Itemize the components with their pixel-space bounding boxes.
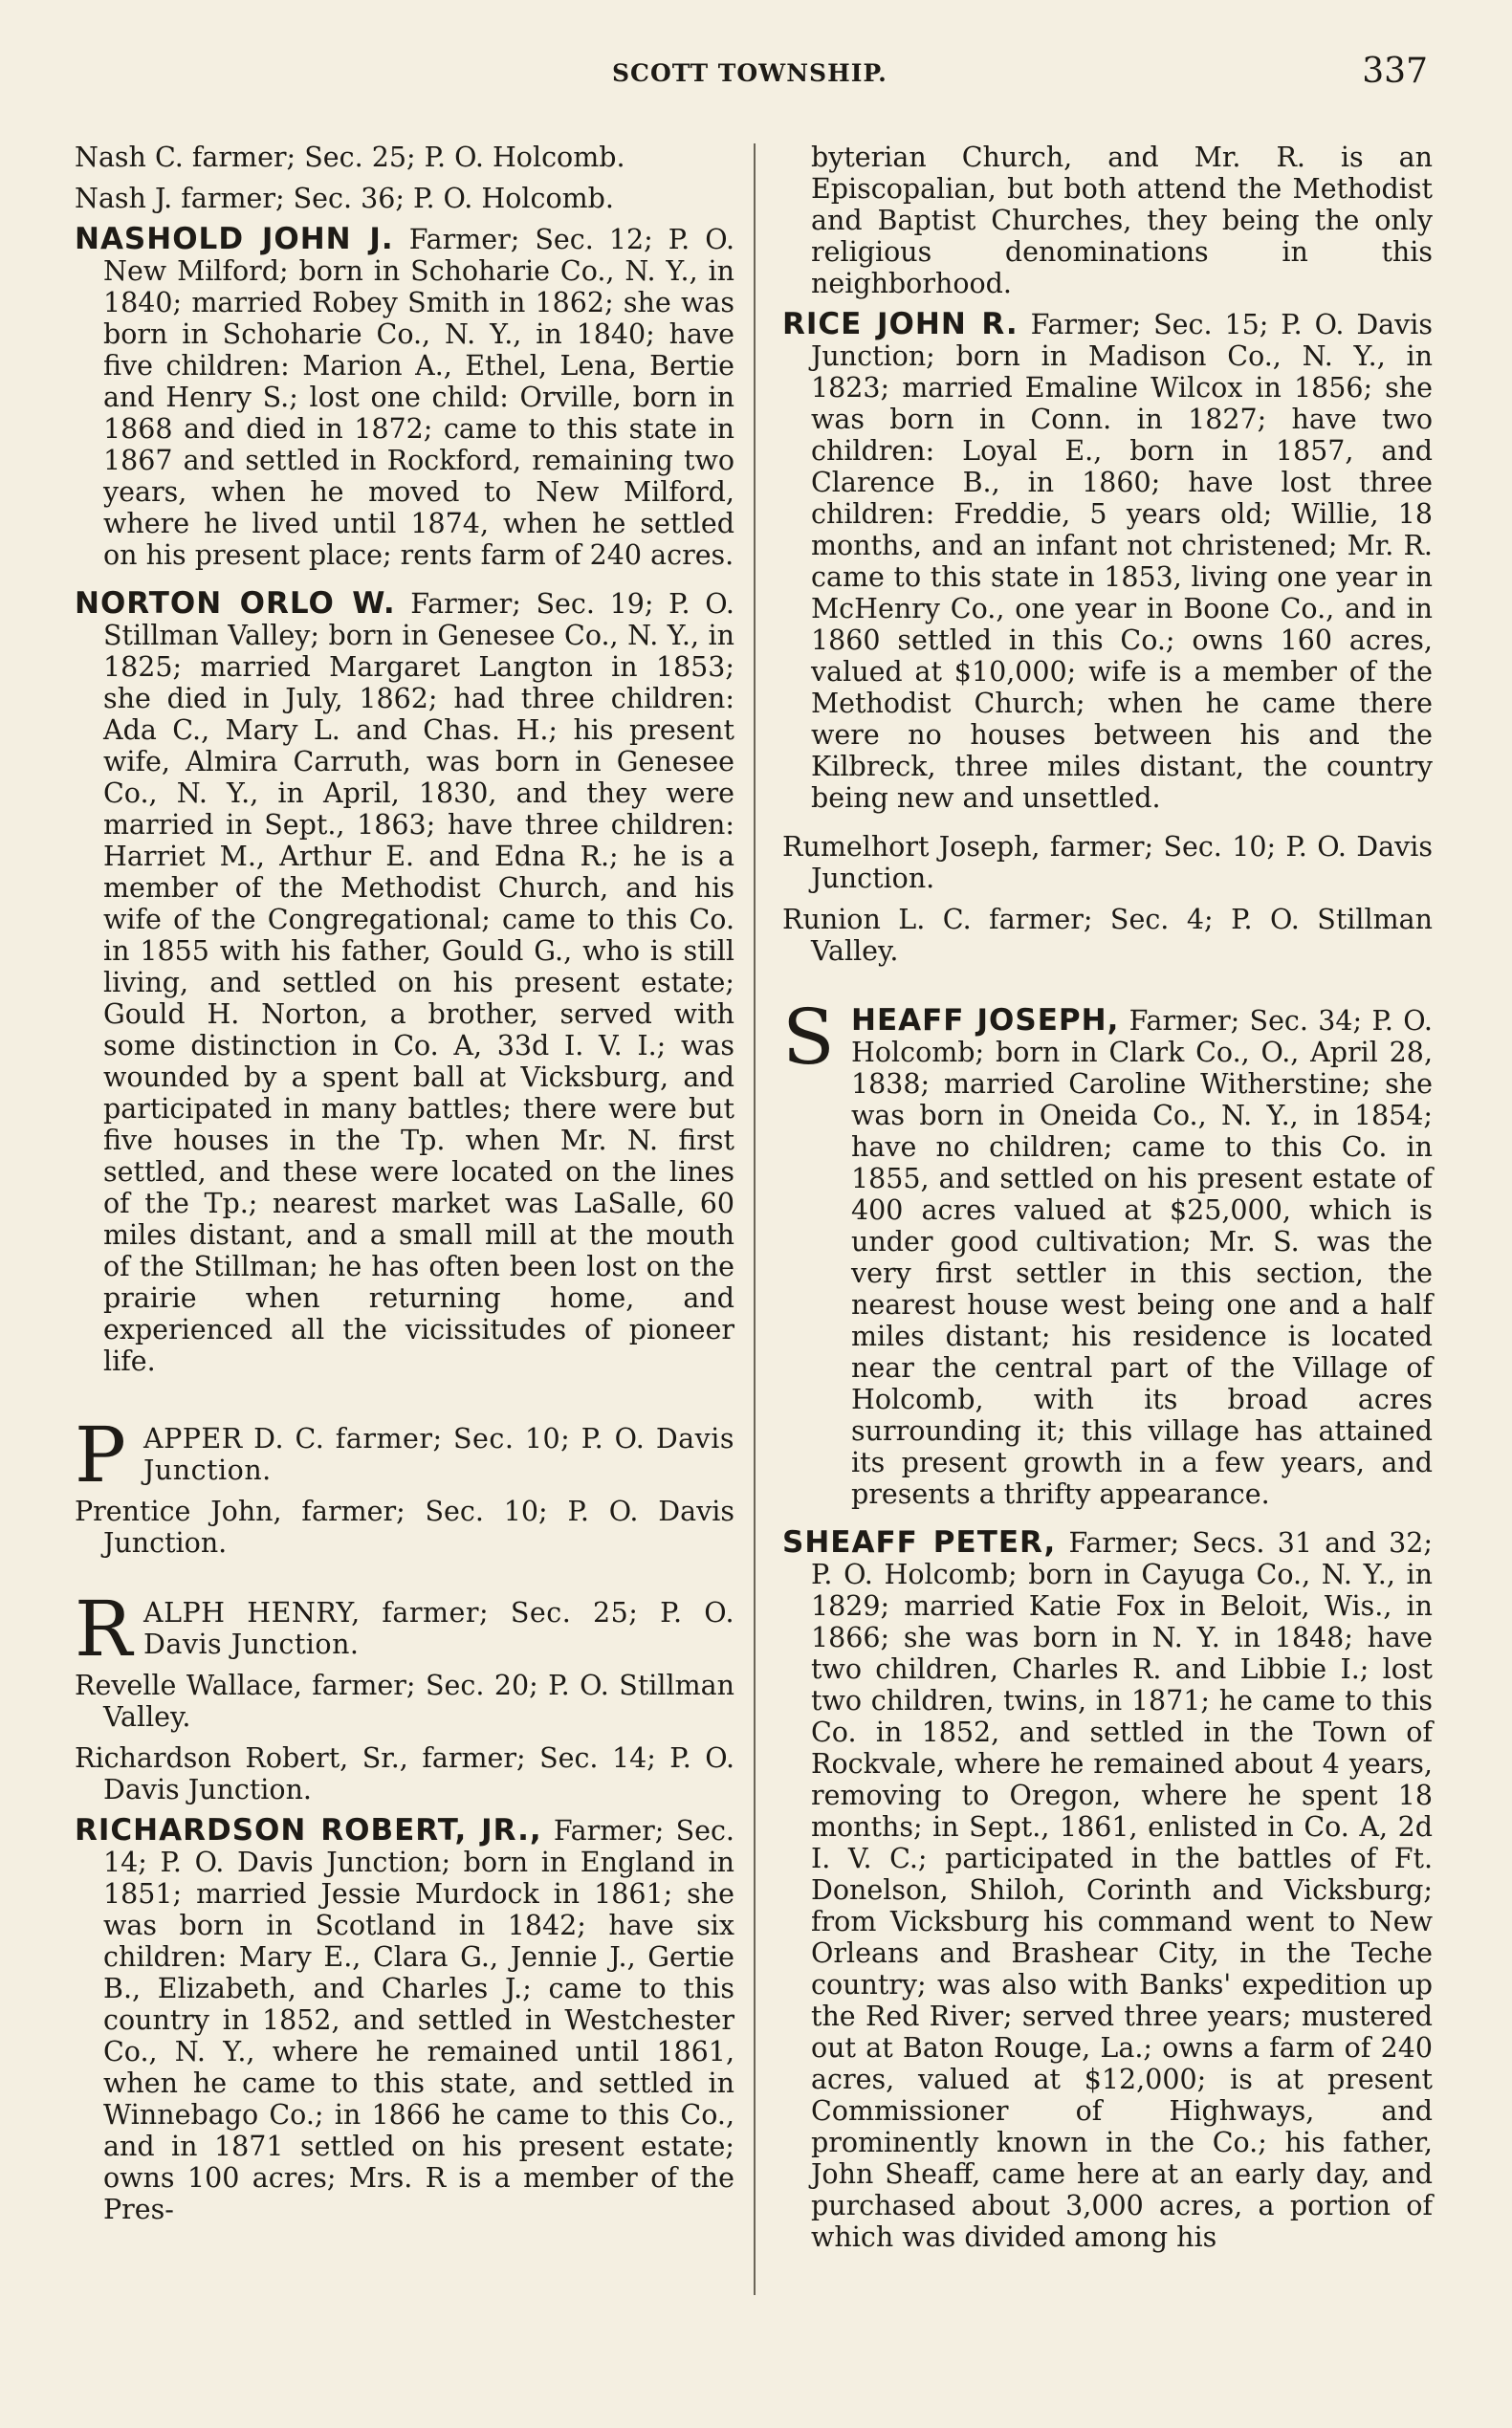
entry-sheaff-peter bbox=[782, 1527, 1433, 2253]
drop-cap: P bbox=[75, 1411, 126, 1499]
drop-cap: S bbox=[782, 993, 835, 1082]
entry-name: RICHARDSON ROBERT, JR., bbox=[75, 1813, 542, 1848]
entry-name: HEAFF JOSEPH, bbox=[851, 1003, 1120, 1038]
entry-prentice: Prentice John, farmer; Sec. 10; P. O. Davis Junction. bbox=[75, 1496, 734, 1559]
entry-text: ALPH HENRY, farmer; Sec. 25; P. O. Davis Junction. bbox=[143, 1597, 734, 1660]
section-gap bbox=[75, 1568, 734, 1597]
left-column bbox=[75, 142, 734, 2242]
entry-text: Farmer; Secs. 31 and 32; P. O. Holcomb; born in Cayuga Co., N. Y., in 1829; married Katie Fox in Beloit, Wis., in 1866; she was born in N. Y. in 1848; have two children, Charles R. and Libbie I.; lost two children, twins, in 1871; he came to this Co. in 1852, and settled in the Town of Rockvale, where he remained about 4 years, removing to Oregon, where he spent 18 months; in Sept., 1861, enlisted in Co. A, 2d I. V. C.; participated in the battles of Ft. Donelson, Shiloh, Corinth and Vicksburg; from Vicksburg his command went to New Orleans and Brashear City, in the Teche country; was also with Banks' expedition up the Red River; served three years; mustered out at Baton Rouge, La.; owns a farm of 240 acres, valued at $12,000; is at present Commissioner of Highways, and prominently known in the Co.; his father, John Sheaff, came here at an early day, and purchased about 3,000 acres, a portion of which was divided among his bbox=[811, 1527, 1433, 2253]
entry-richardson-sr: Richardson Robert, Sr., farmer; Sec. 14; P. O. Davis Junction. bbox=[75, 1742, 734, 1805]
entry-continuation: byterian Church, and Mr. R. is an Episcopalian, but both attend the Methodist and Baptist Churches, they being the only religious denominations in this neighborhood. bbox=[811, 142, 1433, 299]
entry-papper bbox=[75, 1411, 734, 1499]
right-column bbox=[782, 142, 1433, 2270]
section-gap bbox=[782, 976, 1433, 1005]
page-header bbox=[0, 50, 1512, 98]
page-number: 337 bbox=[1362, 52, 1428, 91]
entry-text: Farmer; Sec. 34; P. O. Holcomb; born in Clark Co., O., April 28, 1838; married Caroline Witherstine; she was born in Oneida Co., N. Y., in 1854; have no children; came to this Co. in 1855, and settled on his present estate of 400 acres valued at $25,000, which is under good cultivation; Mr. S. was the very first settler in this section, the nearest house west being one and a half miles distant; his residence is located near the central part of the Village of Holcomb, with its broad acres surrounding it; this village has attained its present growth in a few years, and presents a thrifty appearance. bbox=[851, 1005, 1433, 1510]
entry-name: RICE JOHN R. bbox=[782, 307, 1019, 341]
entry-sheaff-joseph bbox=[782, 993, 1433, 1510]
drop-cap: R bbox=[75, 1585, 133, 1673]
entry-text: Farmer; Sec. 12; P. O. New Milford; born in Schoharie Co., N. Y., in 1840; married Robey Smith in 1862; she was born in Schoharie Co., N. Y., in 1840; have five children: Marion A., Ethel, Lena, Bertie and Henry S.; lost one child: Orville, born in 1868 and died in 1872; came to this state in 1867 and settled in Rockford, remaining two years, when he moved to New Milford, where he lived until 1874, when he settled on his present place; rents farm of 240 acres. bbox=[103, 224, 734, 571]
entry-rice-john bbox=[782, 309, 1433, 814]
entry-richardson-jr bbox=[75, 1815, 734, 2225]
entry-runion: Runion L. C. farmer; Sec. 4; P. O. Stillman Valley. bbox=[782, 904, 1433, 967]
section-gap bbox=[75, 1394, 734, 1423]
entry-revelle: Revelle Wallace, farmer; Sec. 20; P. O. Stillman Valley. bbox=[75, 1670, 734, 1733]
entry-name: NASHOLD JOHN J. bbox=[75, 222, 394, 256]
entry-name: NORTON ORLO W. bbox=[75, 586, 396, 621]
entry-text: APPER D. C. farmer; Sec. 10; P. O. Davis Junction. bbox=[143, 1423, 734, 1486]
entry-nash-j: Nash J. farmer; Sec. 36; P. O. Holcomb. bbox=[75, 183, 614, 214]
entry-text: Farmer; Sec. 19; P. O. Stillman Valley; born in Genesee Co., N. Y., in 1825; married Margaret Langton in 1853; she died in July, 1862; had three children: Ada C., Mary L. and Chas. H.; his present wife, Almira Carruth, was born in Genesee Co., N. Y., in April, 1830, and they were married in Sept., 1863; have three children: Harriet M., Arthur E. and Edna R.; he is a member of the Methodist Church, and his wife of the Congregational; came to this Co. in 1855 with his father, Gould G., who is still living, and settled on his present estate; Gould H. Norton, a brother, served with some distinction in Co. A, 33d I. V. I.; was wounded by a spent ball at Vicksburg, and participated in many battles; there were but five houses in the Tp. when Mr. N. first settled, and these were located on the lines of the Tp.; nearest market was LaSalle, 60 miles distant, and a small mill at the mouth of the Stillman; he has often been lost on the prairie when returning home, and experienced all the vicissitudes of pioneer life. bbox=[103, 588, 734, 1377]
entry-text: Farmer; Sec. 15; P. O. Davis Junction; born in Madison Co., N. Y., in 1823; married Emaline Wilcox in 1856; she was born in Conn. in 1827; have two children: Loyal E., born in 1857, and Clarence B., in 1860; have lost three children: Freddie, 5 years old; Willie, 18 months, and an infant not christened; Mr. R. came to this state in 1853, living one year in McHenry Co., one year in Boone Co., and in 1860 settled in this Co.; owns 160 acres, valued at $10,000; wife is a member of the Methodist Church; when he came there were no houses between his and the Kilbreck, three miles distant, the country being new and unsettled. bbox=[811, 309, 1434, 814]
entry-norton-orlo bbox=[75, 588, 734, 1377]
entry-name: SHEAFF PETER, bbox=[782, 1525, 1057, 1560]
running-title: SCOTT TOWNSHIP. bbox=[612, 59, 887, 87]
entry-text: Farmer; Sec. 14; P. O. Davis Junction; born in England in 1851; married Jessie Murdock in 1861; she was born in Scotland in 1842; have six children: Mary E., Clara G., Jennie J., Gertie B., Elizabeth, and Charles J.; came to this country in 1852, and settled in Westchester Co., N. Y., where he remained until 1861, when he came to this state, and settled in Winnebago Co.; in 1866 he came to this Co., and in 1871 settled on his present estate; owns 100 acres; Mrs. R is a member of the Pres- bbox=[103, 1815, 734, 2225]
entry-ralph bbox=[75, 1585, 734, 1673]
column-divider bbox=[754, 143, 756, 2295]
entry-nashold-john bbox=[75, 224, 734, 571]
entry-nash-c: Nash C. farmer; Sec. 25; P. O. Holcomb. bbox=[75, 142, 625, 173]
entry-rumelhort: Rumelhort Joseph, farmer; Sec. 10; P. O. Davis Junction. bbox=[782, 831, 1433, 894]
